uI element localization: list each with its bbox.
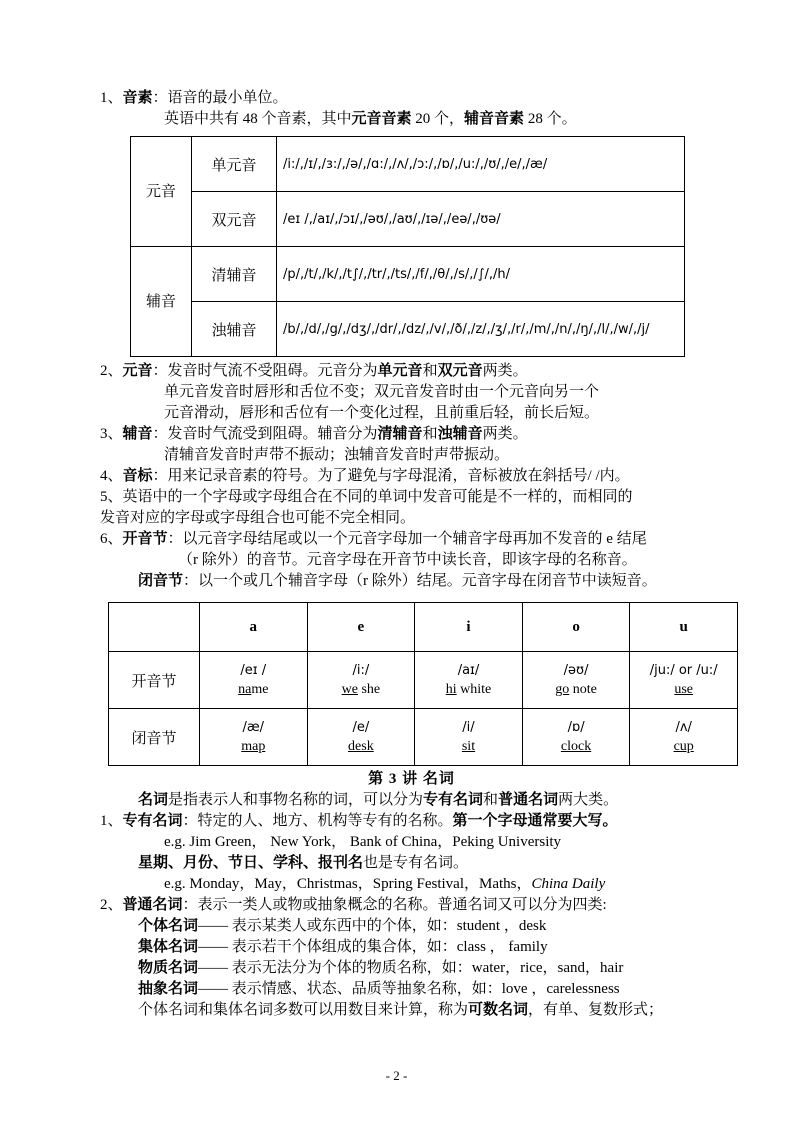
closed-a-phonetic: /æ/ xyxy=(242,720,265,735)
phonetics-type-voiceless: 清辅音 xyxy=(192,247,277,302)
open-a-word-u: na xyxy=(238,682,252,697)
proper-noun-text-a: ：特定的人、地方、机构等专有的名称。 xyxy=(182,813,453,829)
item-6-term: 开音节 xyxy=(122,531,168,547)
item-4-text: ：用来记录音素的符号。为了避免与字母混淆，音标被放在斜括号/ /内。 xyxy=(152,468,630,484)
syllable-header-a: a xyxy=(200,603,308,652)
item-2-line-3: 元音滑动，唇形和舌位有一个变化过程，且前重后轻，前长后短。 xyxy=(164,405,600,421)
item-6-line xyxy=(100,529,723,550)
noun-intro-d: 和 xyxy=(483,792,499,808)
closed-i xyxy=(415,709,523,766)
syllable-header-u: u xyxy=(630,603,738,652)
common-noun-line xyxy=(100,895,723,916)
item-6b-text: ：以一个或几个辅音字母（r 除外）结尾。元音字母在闭音节中读短音。 xyxy=(183,573,657,589)
proper-noun-number: 1、 xyxy=(100,813,123,829)
item-4-number: 4、 xyxy=(100,468,123,484)
item-6-line-2: （r 除外）的音节。元音字母在开音节中读长音，即该字母的名称音。 xyxy=(178,552,637,568)
open-i-phonetic: /aɪ/ xyxy=(457,663,480,678)
item-6-text: ：以元音字母结尾或以一个元音字母加一个辅音字母再加不发音的 e 结尾 xyxy=(167,531,647,547)
item-3-line-2: 清辅音发音时声带不振动；浊辅音发音时声带振动。 xyxy=(164,447,510,463)
phonetics-symbols-voiced: /b/,/d/,/g/,/dʒ/,/dr/,/dz/,/v/,/ð/,/z/,/ʒ/,/r/,/m/,/n/,/ŋ/,/l/,/w/,/j/ xyxy=(277,302,685,357)
proper-noun-line-2 xyxy=(100,853,723,874)
page-number: - 2 - xyxy=(385,1068,408,1083)
item-1-sub-a: 英语中共有 48 个音素，其中 xyxy=(164,111,352,127)
open-o-phonetic: /əʊ/ xyxy=(563,663,589,678)
proper-noun-text-b: 第一个字母通常要大写。 xyxy=(452,813,618,829)
noun-intro-e: 普通名词 xyxy=(498,792,559,808)
item-1-number: 1、 xyxy=(100,90,123,106)
closed-e-phonetic: /e/ xyxy=(352,720,370,735)
closed-u xyxy=(630,709,738,766)
item-3-term: 辅音 xyxy=(122,426,153,442)
item-1-sub-d: 辅音音素 xyxy=(464,111,525,127)
proper-noun-example-1: e.g. Jim Green， New York， Bank of China，Peking University xyxy=(164,834,562,850)
table-row xyxy=(131,192,685,247)
proper-noun-line-2-b: 星期、月份、节日、学科、报刊名 xyxy=(138,855,364,871)
noun-type-collective xyxy=(100,937,723,958)
noun-intro-f: 两大类。 xyxy=(558,792,619,808)
closed-o-phonetic: /ɒ/ xyxy=(567,720,585,735)
syllable-table xyxy=(108,602,738,766)
open-u-phonetic: /ju:/ or /u:/ xyxy=(649,663,718,678)
closed-e-word-u: desk xyxy=(348,739,374,754)
table-row xyxy=(109,652,738,709)
phonetics-category-vowel: 元音 xyxy=(131,137,192,247)
open-u xyxy=(630,652,738,709)
item-3-text-d: 浊辅音 xyxy=(437,426,483,442)
item-1-subline xyxy=(100,109,723,130)
item-1-sub-e: 28 个。 xyxy=(524,111,577,127)
phonetics-symbols-voiceless: /p/,/t/,/k/,/t∫/,/tr/,/ts/,/f/,/θ/,/s/,/∫/,/h/ xyxy=(277,247,685,302)
open-i-word-post: white xyxy=(456,682,492,697)
item-4-line xyxy=(100,466,723,487)
phonetics-type-voiced: 浊辅音 xyxy=(192,302,277,357)
syllable-row-label-closed: 闭音节 xyxy=(109,709,200,766)
syllable-header-o: o xyxy=(522,603,630,652)
closed-u-word-u: cup xyxy=(673,739,694,754)
closed-i-word-u: sit xyxy=(461,739,476,754)
phonetics-category-consonant: 辅音 xyxy=(131,247,192,357)
item-3-line xyxy=(100,424,723,445)
closed-o-word-u: clock xyxy=(560,739,592,754)
common-noun-text: ：表示一类人或物或抽象概念的名称。普通名词又可以分为四类: xyxy=(182,897,607,913)
noun-type-individual xyxy=(100,916,723,937)
item-5-text: 英语中的一个字母或字母组合在不同的单词中发音可能是不一样的，而相同的 xyxy=(122,489,633,505)
noun-type-collective-desc: —— 表示若干个体组成的集合体，如：class ， family xyxy=(198,939,548,955)
proper-noun-example-2-pre: e.g. Monday，May，Christmas，Spring Festival，Maths， xyxy=(164,876,532,892)
item-3-text-c: 和 xyxy=(422,426,438,442)
noun-closing-c: ，有单、复数形式； xyxy=(528,1002,664,1018)
item-2-text-c: 和 xyxy=(422,363,438,379)
lecture-3-heading: 第 3 讲 名词 xyxy=(368,771,455,787)
phonetics-type-diphthong: 双元音 xyxy=(192,192,277,247)
open-o xyxy=(522,652,630,709)
closed-a xyxy=(200,709,308,766)
open-i xyxy=(415,652,523,709)
noun-type-abstract xyxy=(100,979,723,1000)
syllable-header-blank xyxy=(109,603,200,652)
open-o-word-post: note xyxy=(569,682,597,697)
noun-closing-line xyxy=(100,1000,723,1021)
table-row xyxy=(109,709,738,766)
item-1-term: 音素 xyxy=(122,90,153,106)
phonetics-symbols-monophthong: /i:/,/ɪ/,/ɜ:/,/ə/,/ɑ:/,/ʌ/,/ɔ:/,/ɒ/,/u:/,/ʊ/,/e/,/æ/ xyxy=(277,137,685,192)
item-5-line-2: 发音对应的字母或字母组合也可能不完全相同。 xyxy=(100,510,416,526)
table-row xyxy=(131,247,685,302)
phonetics-table xyxy=(130,136,685,357)
proper-noun-term: 专有名词 xyxy=(122,813,183,829)
common-noun-term: 普通名词 xyxy=(122,897,183,913)
item-2-text-a: ：发音时气流不受阻碍。元音分为 xyxy=(152,363,378,379)
noun-intro-c: 专有名词 xyxy=(423,792,484,808)
item-5-line xyxy=(100,487,723,508)
table-header-row xyxy=(109,603,738,652)
item-2-text-d: 双元音 xyxy=(437,363,483,379)
item-3-text-a: ：发音时气流受到阻碍。辅音分为 xyxy=(152,426,378,442)
open-e xyxy=(307,652,415,709)
noun-type-material-desc: —— 表示无法分为个体的物质名称，如：water，rice，sand，hair xyxy=(198,960,624,976)
proper-noun-line-2-c: 也是专有名词。 xyxy=(363,855,469,871)
open-o-word-u: go xyxy=(555,682,570,697)
item-4-term: 音标 xyxy=(122,468,153,484)
item-3-number: 3、 xyxy=(100,426,123,442)
item-1-sub-b: 元音音素 xyxy=(351,111,412,127)
proper-noun-line xyxy=(100,811,723,832)
closed-u-phonetic: /ʌ/ xyxy=(675,720,692,735)
noun-intro-b: 是指表示人和事物名称的词，可以分为 xyxy=(168,792,424,808)
noun-type-abstract-label: 抽象名词 xyxy=(138,981,199,997)
item-2-number: 2、 xyxy=(100,363,123,379)
noun-closing-a: 个体名词和集体名词多数可以用数目来计算，称为 xyxy=(138,1002,469,1018)
item-2-term: 元音 xyxy=(122,363,153,379)
noun-type-material-label: 物质名词 xyxy=(138,960,199,976)
proper-noun-example-2 xyxy=(100,874,723,895)
open-a xyxy=(200,652,308,709)
closed-a-word-u: map xyxy=(241,739,266,754)
syllable-row-label-open: 开音节 xyxy=(109,652,200,709)
open-e-phonetic: /i:/ xyxy=(352,663,370,678)
noun-intro-a: 名词 xyxy=(138,792,169,808)
item-2-text-e: 两类。 xyxy=(482,363,528,379)
closed-e xyxy=(307,709,415,766)
open-u-word-u: use xyxy=(674,682,694,697)
item-6-number: 6、 xyxy=(100,531,123,547)
open-e-word-post: she xyxy=(357,682,381,697)
item-3-text-e: 两类。 xyxy=(482,426,528,442)
noun-type-individual-label: 个体名词 xyxy=(138,918,199,934)
noun-intro-line xyxy=(100,790,723,811)
proper-noun-example-2-italic: China Daily xyxy=(531,876,606,892)
closed-i-phonetic: /i/ xyxy=(462,720,475,735)
open-i-word-u: hi xyxy=(445,682,457,697)
item-2-line xyxy=(100,361,723,382)
syllable-header-e: e xyxy=(307,603,415,652)
closed-o xyxy=(522,709,630,766)
item-6b-term: 闭音节 xyxy=(138,573,184,589)
common-noun-number: 2、 xyxy=(100,897,123,913)
item-1-text: ：语音的最小单位。 xyxy=(152,90,288,106)
item-3-text-b: 清辅音 xyxy=(377,426,423,442)
item-6b-line xyxy=(100,571,723,592)
open-a-word-post: me xyxy=(251,682,269,697)
table-row xyxy=(131,302,685,357)
noun-type-collective-label: 集体名词 xyxy=(138,939,199,955)
open-a-phonetic: /eɪ / xyxy=(240,663,267,678)
item-1-line xyxy=(100,88,723,109)
open-e-word-u: we xyxy=(341,682,358,697)
table-row xyxy=(131,137,685,192)
noun-type-material xyxy=(100,958,723,979)
noun-type-individual-desc: —— 表示某类人或东西中的个体，如：student ，desk xyxy=(198,918,547,934)
item-2-text-b: 单元音 xyxy=(377,363,423,379)
noun-type-abstract-desc: —— 表示情感、状态、品质等抽象名称，如：love ，carelessness xyxy=(198,981,620,997)
phonetics-type-monophthong: 单元音 xyxy=(192,137,277,192)
item-5-number: 5、 xyxy=(100,489,123,505)
item-2-line-2: 单元音发音时唇形和舌位不变；双元音发音时由一个元音向另一个 xyxy=(164,384,600,400)
item-1-sub-c: 20 个， xyxy=(411,111,465,127)
noun-closing-b: 可数名词 xyxy=(468,1002,529,1018)
phonetics-symbols-diphthong: /eɪ /,/aɪ/,/ɔɪ/,/əʊ/,/aʊ/,/ɪə/,/eə/,/ʊə/ xyxy=(277,192,685,247)
syllable-header-i: i xyxy=(415,603,523,652)
